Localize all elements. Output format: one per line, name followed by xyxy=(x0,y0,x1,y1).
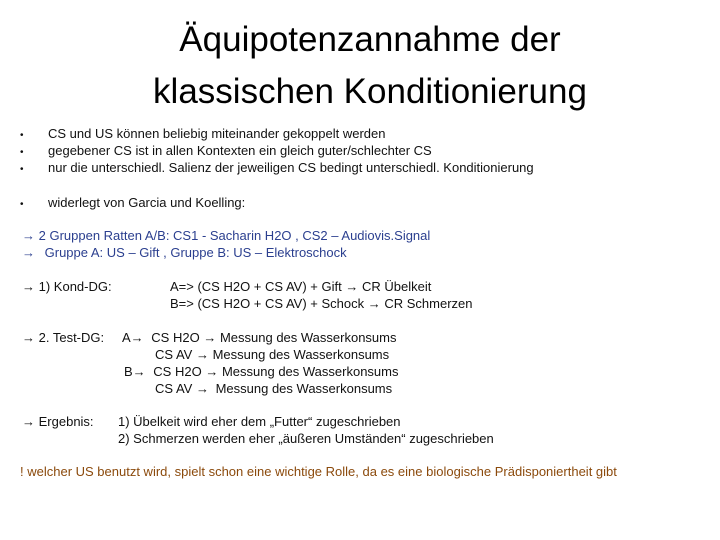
test-line-b-av: CS AV → Messung des Wasserkonsums xyxy=(155,381,393,396)
arrow-icon: → xyxy=(367,296,381,311)
result-line-2: 2) Schmerzen werden eher „äußeren Umständen“ zugeschrieben xyxy=(118,431,494,446)
bullet-marker: • xyxy=(20,147,24,158)
arrow-icon: → xyxy=(22,245,35,260)
arrow-icon: → xyxy=(22,330,35,345)
arrow-icon: → xyxy=(22,228,35,243)
test-line-a-h2o: A→ CS H2O → Messung des Wasserkonsums xyxy=(122,330,397,345)
groups-line-1: → 2 Gruppen Ratten A/B: CS1 - Sacharin H2O , CS2 – Audiovis.Signal xyxy=(22,228,431,243)
arrow-icon: → xyxy=(22,414,35,429)
arrow-icon: → xyxy=(130,330,144,345)
page-title-line-1: Äquipotenzannahme der xyxy=(179,20,561,59)
arrow-icon: → xyxy=(203,330,217,345)
test-label: → 2. Test-DG: xyxy=(22,330,105,345)
result-label: → Ergebnis: xyxy=(22,414,94,429)
test-line-b-h2o: B→ CS H2O → Messung des Wasserkonsums xyxy=(124,364,399,379)
result-line-1: 1) Übelkeit wird eher dem „Futter“ zugeschrieben xyxy=(118,414,401,429)
page-title-line-2: klassischen Konditionierung xyxy=(153,72,587,111)
bullet-item-1: CS und US können beliebig miteinander gekoppelt werden xyxy=(48,126,386,141)
bullet-item-3: nur die unterschiedl. Salienz der jeweiligen CS bedingt unterschiedl. Konditionierung xyxy=(48,160,534,175)
kond-label: → 1) Kond-DG: xyxy=(22,279,112,294)
kond-line-b: B=> (CS H2O + CS AV) + Schock → CR Schmerzen xyxy=(170,296,473,311)
arrow-icon: → xyxy=(132,364,146,379)
refuted-by: widerlegt von Garcia und Koelling: xyxy=(48,195,246,210)
bullet-marker: • xyxy=(20,199,24,210)
arrow-icon: → xyxy=(205,364,219,379)
bullet-item-2: gegebener CS ist in allen Kontexten ein gleich guter/schlechter CS xyxy=(48,143,432,158)
arrow-icon: → xyxy=(345,279,359,294)
arrow-icon: → xyxy=(195,347,209,362)
arrow-icon: → xyxy=(195,381,209,396)
bullet-marker: • xyxy=(20,130,24,141)
groups-line-2: → Gruppe A: US – Gift , Gruppe B: US – Elektroschock xyxy=(22,245,347,260)
conclusion: ! welcher US benutzt wird, spielt schon eine wichtige Rolle, da es eine biologische Prädisponiertheit gibt xyxy=(20,464,617,479)
test-line-a-av: CS AV → Messung des Wasserkonsums xyxy=(155,347,390,362)
kond-line-a: A=> (CS H2O + CS AV) + Gift → CR Übelkeit xyxy=(170,279,432,294)
bullet-marker: • xyxy=(20,164,24,175)
arrow-icon: → xyxy=(22,279,35,294)
